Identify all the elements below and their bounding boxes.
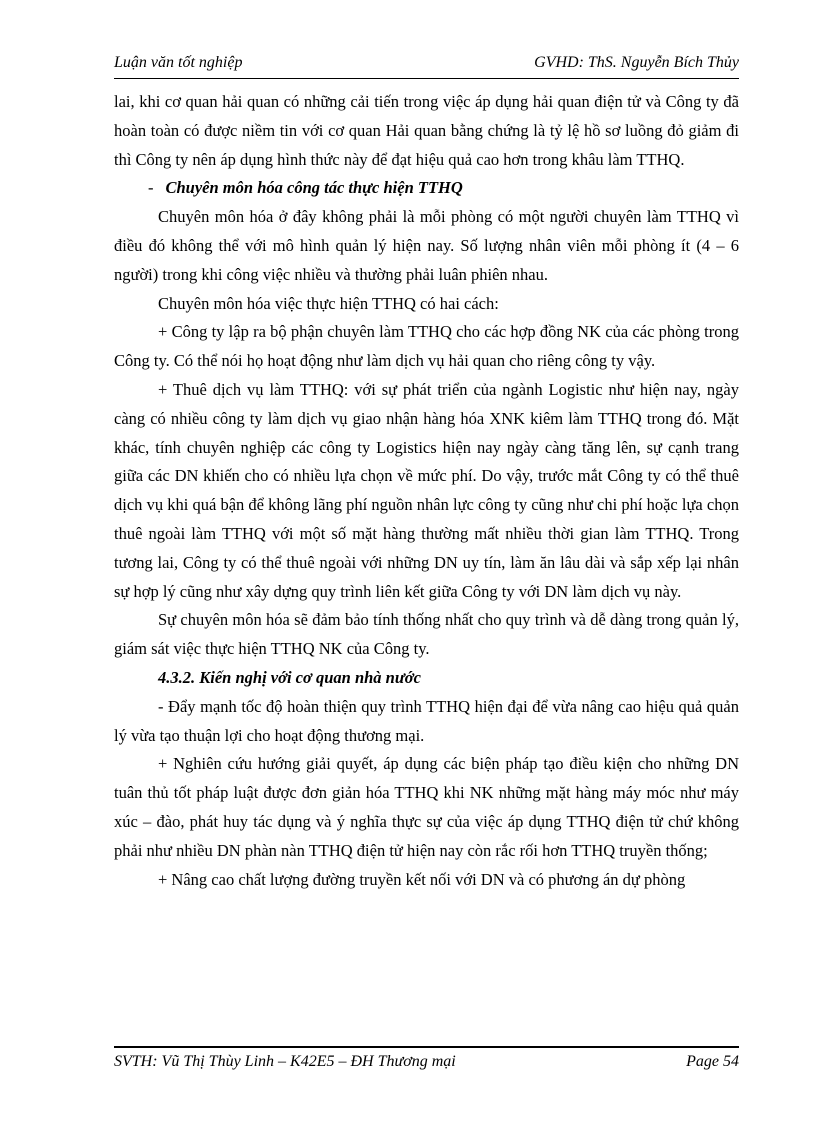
paragraph: + Nâng cao chất lượng đường truyền kết nối với DN và có phương án dự phòng	[158, 869, 686, 889]
section-heading: 4.3.2. Kiến nghị với cơ quan nhà nước	[158, 667, 421, 687]
footer-student: SVTH: Vũ Thị Thùy Linh – K42E5 – ĐH Thương mại	[114, 1053, 456, 1070]
paragraph: - Đẩy mạnh tốc độ hoàn thiện quy trình TTHQ hiện đại để vừa nâng cao hiệu quả quản lý vừa tạo thuận lợi cho hoạt động thương mại.	[114, 696, 739, 745]
page-number: Page 54	[686, 1053, 739, 1070]
bullet-dash: -	[148, 178, 154, 198]
paragraph: + Công ty lập ra bộ phận chuyên làm TTHQ cho các hợp đồng NK của các phòng trong Công ty. Có thể nói họ hoạt động như làm dịch vụ hải quan cho riêng công ty vậy.	[114, 322, 739, 371]
header-supervisor: GVHD: ThS. Nguyễn Bích Thủy	[534, 54, 739, 71]
paragraph: Chuyên môn hóa ở đây không phải là mỗi phòng có một người chuyên làm TTHQ vì điều đó không thể với mô hình quản lý hiện nay. Số lượng nhân viên mỗi phòng ít (4 – 6 người) trong khi công việc nhiều và thường phải luân phiên nhau.	[114, 207, 739, 284]
page-footer	[114, 1046, 739, 1074]
paragraph: + Nghiên cứu hướng giải quyết, áp dụng các biện pháp tạo điều kiện cho những DN tuân thủ tốt pháp luật được đơn giản hóa TTHQ khi NK những mặt hàng máy móc như máy xúc – đào, phát huy tác dụng và ý nghĩa thực sự của việc áp dụng TTHQ điện tử chứ không phải như nhiều DN phàn nàn TTHQ điện tử hiện nay còn rắc rối hơn TTHQ truyền thống;	[114, 754, 739, 860]
bullet-heading	[114, 174, 739, 203]
paragraph: lai, khi cơ quan hải quan có những cải tiến trong việc áp dụng hải quan điện tử và Công ty đã hoàn toàn có được niềm tin với cơ quan Hải quan bằng chứng là tỷ lệ hồ sơ luồng đỏ giảm đi thì Công ty nên áp dụng hình thức này để đạt hiệu quả cao hơn trong khâu làm TTHQ.	[114, 92, 739, 169]
paragraph: Sự chuyên môn hóa sẽ đảm bảo tính thống nhất cho quy trình và dễ dàng trong quản lý, giám sát việc thực hiện TTHQ NK của Công ty.	[114, 610, 739, 659]
page-header	[114, 52, 739, 79]
header-thesis-title: Luận văn tốt nghiệp	[114, 54, 243, 71]
bullet-heading-text: Chuyên môn hóa công tác thực hiện TTHQ	[165, 178, 463, 198]
page-body	[114, 88, 739, 894]
paragraph: Chuyên môn hóa việc thực hiện TTHQ có hai cách:	[158, 293, 499, 313]
paragraph: + Thuê dịch vụ làm TTHQ: với sự phát triển của ngành Logistic như hiện nay, ngày càng có nhiều công ty làm dịch vụ giao nhận hàng hóa XNK kiêm làm TTHQ trong đó. Mặt khác, tính chuyên nghiệp các công ty Logistics hiện nay ngày càng tăng lên, sự cạnh trang giữa các DN khiến cho có nhiều lựa chọn về mức phí. Do vậy, trước mắt Công ty có thể thuê dịch vụ khi quá bận để không lãng phí nguồn nhân lực công ty cũng như chi phí hoặc lựa chọn thuê ngoài làm TTHQ với một số mặt hàng thường mất nhiều thời gian làm TTHQ. Trong tương lai, Công ty có thể thuê ngoài với những DN uy tín, làm ăn lâu dài và sắp xếp lại nhân sự hợp lý cũng như xây dựng quy trình liên kết giữa Công ty với DN làm dịch vụ này.	[114, 379, 739, 601]
